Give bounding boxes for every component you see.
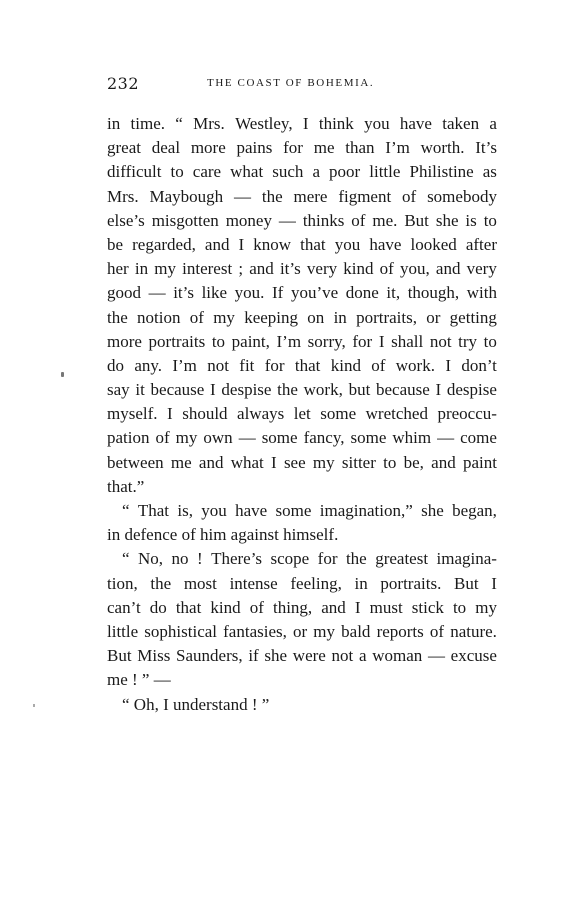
text-line: that.” [107,476,145,496]
text-line: the notion of my keeping on in portraits, or getting [107,307,497,327]
text-line: do any. I’m not fit for that kind of work. I don’t [107,355,497,375]
text-line: But Miss Saunders, if she were not a woman — excuse [107,646,497,666]
text-line: in time. “ Mrs. Westley, I think you have taken a [107,114,497,133]
text-line: in defence of him against himself. [107,525,339,545]
body-text [107,112,497,717]
stray-ink-mark [33,704,35,707]
text-line: can’t do that kind of thing, and I must stick to my [107,597,497,617]
text-line: her in my interest ; and it’s very kind of you, and very [107,259,497,279]
text-line: say it because I despise the work, but because I despise [107,380,497,400]
text-line: tion, the most intense feeling, in portraits. But I [107,573,497,593]
text-line: difficult to care what such a poor little Philistine as [107,162,497,182]
text-line: be regarded, and I know that you have looked after [107,234,497,254]
text-line: else’s misgotten money — thinks of me. But she is to [107,210,497,230]
text-line: myself. I should always let some wretched preoccu- [107,404,497,424]
text-line: Mrs. Maybough — the mere figment of somebody [107,186,497,206]
text-line: more portraits to paint, I’m sorry, for I shall not try to [107,331,497,351]
text-line: good — it’s like you. If you’ve done it, though, with [107,283,497,303]
running-title: THE COAST OF BOHEMIA. [207,77,375,89]
text-line: pation of my own — some fancy, some whim — come [107,428,497,448]
text-line: “ Oh, I understand ! ” [122,694,270,714]
page-number: 232 [107,74,140,93]
page-header [107,74,497,96]
stray-ink-mark [61,372,64,377]
text-line: “ That is, you have some imagination,” she began, [122,501,497,520]
text-line: me ! ” — [107,670,171,690]
text-line: between me and what I see my sitter to be, and paint [107,452,497,472]
text-line: great deal more pains for me than I’m worth. It’s [107,138,497,158]
text-line: little sophistical fantasies, or my bald reports of nature. [107,621,497,641]
text-line: “ No, no ! There’s scope for the greatest imagina- [122,549,497,569]
